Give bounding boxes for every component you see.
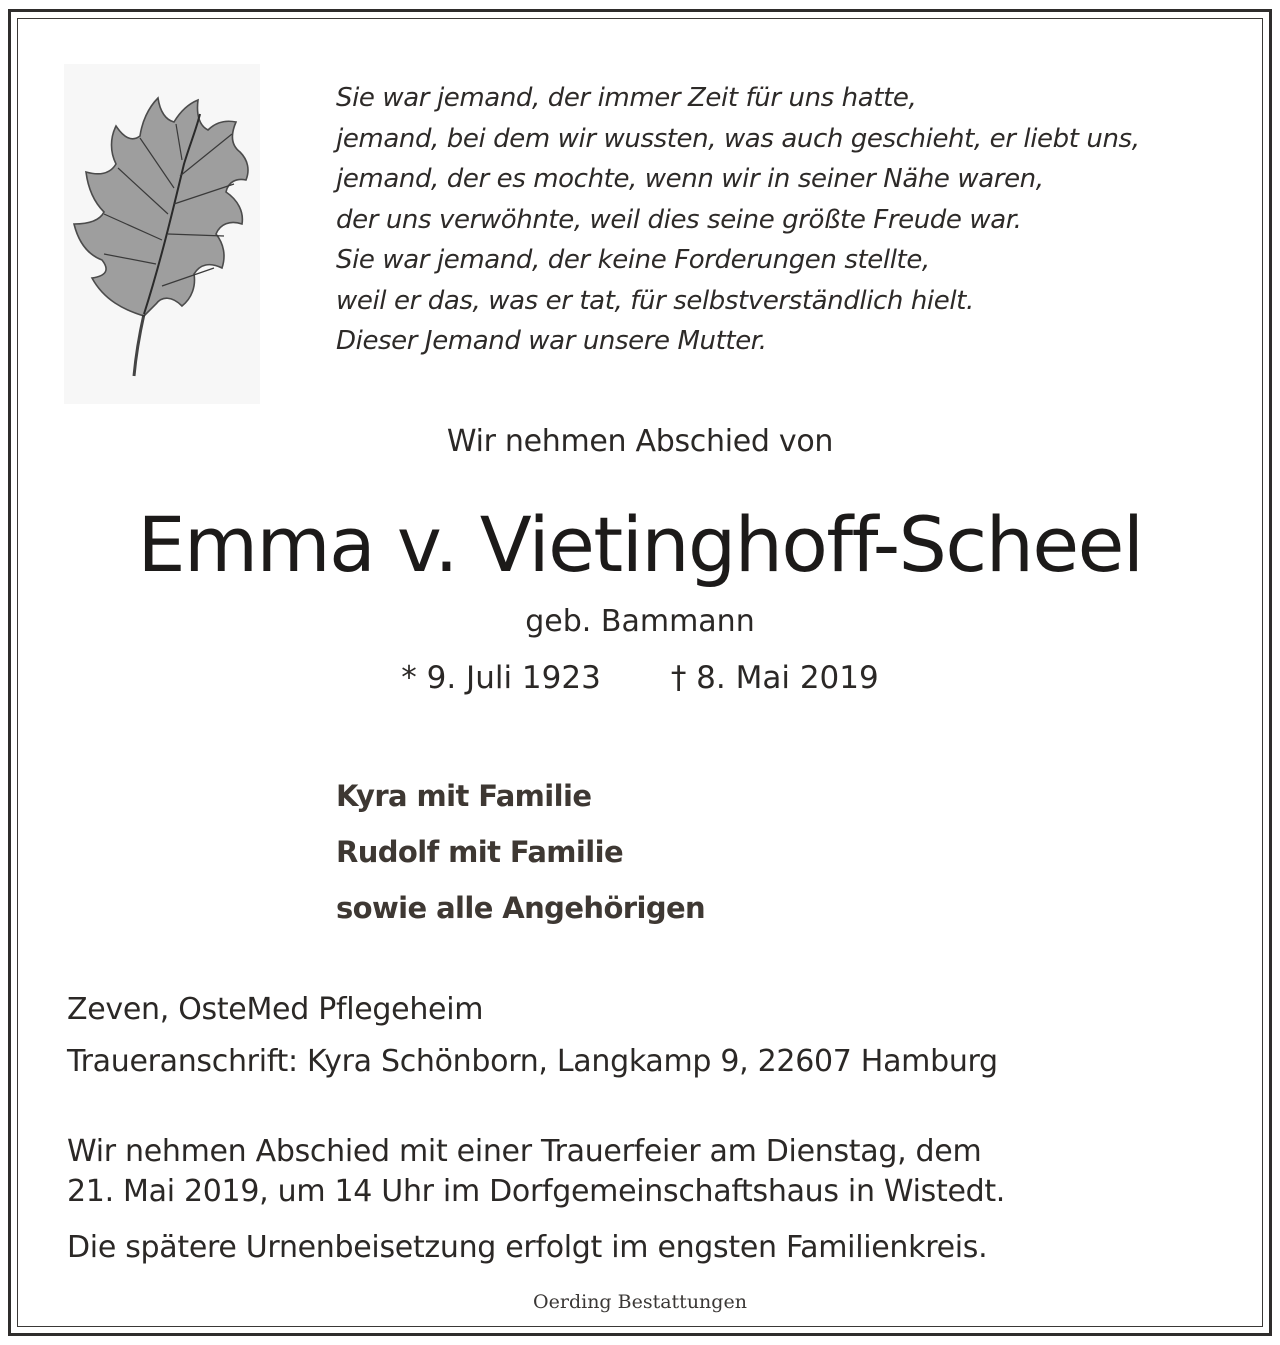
ceremony-line: 21. Mai 2019, um 14 Uhr im Dorfgemeinschaftshaus in Wistedt. bbox=[67, 1174, 1006, 1209]
ceremony-line: Wir nehmen Abschied mit einer Trauerfeier am Dienstag, dem bbox=[67, 1134, 982, 1169]
life-dates bbox=[0, 660, 1280, 696]
ceremony-block bbox=[67, 1132, 1005, 1268]
deceased-name: Emma v. Vietinghoff-Scheel bbox=[137, 500, 1143, 589]
poem-line: Dieser Jemand war unsere Mutter. bbox=[336, 326, 767, 356]
intro-text: Wir nehmen Abschied von bbox=[446, 424, 834, 459]
mourner-line: Rudolf mit Familie bbox=[336, 835, 624, 869]
birth-date: * 9. Juli 1923 bbox=[401, 660, 601, 696]
mourners bbox=[336, 768, 705, 936]
oak-leaf-icon bbox=[64, 64, 260, 404]
mourning-address: Traueranschrift: Kyra Schönborn, Langkamp 9, 22607 Hamburg bbox=[67, 1044, 998, 1079]
location-block bbox=[67, 984, 998, 1088]
maiden-name: geb. Bammann bbox=[525, 604, 755, 639]
funeral-home: Oerding Bestattungen bbox=[533, 1291, 747, 1313]
poem-line: jemand, der es mochte, wenn wir in seiner Nähe waren, bbox=[336, 164, 1044, 194]
place: Zeven, OsteMed Pflegeheim bbox=[67, 992, 484, 1027]
mourner-line: sowie alle Angehörigen bbox=[336, 891, 706, 925]
poem-line: Sie war jemand, der immer Zeit für uns hatte, bbox=[336, 83, 917, 113]
mourner-line: Kyra mit Familie bbox=[336, 779, 592, 813]
death-date: † 8. Mai 2019 bbox=[670, 660, 879, 696]
poem-line: der uns verwöhnte, weil dies seine größte Freude war. bbox=[336, 204, 1022, 235]
poem-line: Sie war jemand, der keine Forderungen stellte, bbox=[336, 245, 930, 275]
poem-line: jemand, bei dem wir wussten, was auch geschieht, er liebt uns, bbox=[336, 123, 1140, 154]
poem bbox=[336, 78, 1140, 362]
burial-note: Die spätere Urnenbeisetzung erfolgt im engsten Familienkreis. bbox=[67, 1230, 988, 1265]
poem-line: weil er das, was er tat, für selbstverständlich hielt. bbox=[336, 285, 974, 316]
